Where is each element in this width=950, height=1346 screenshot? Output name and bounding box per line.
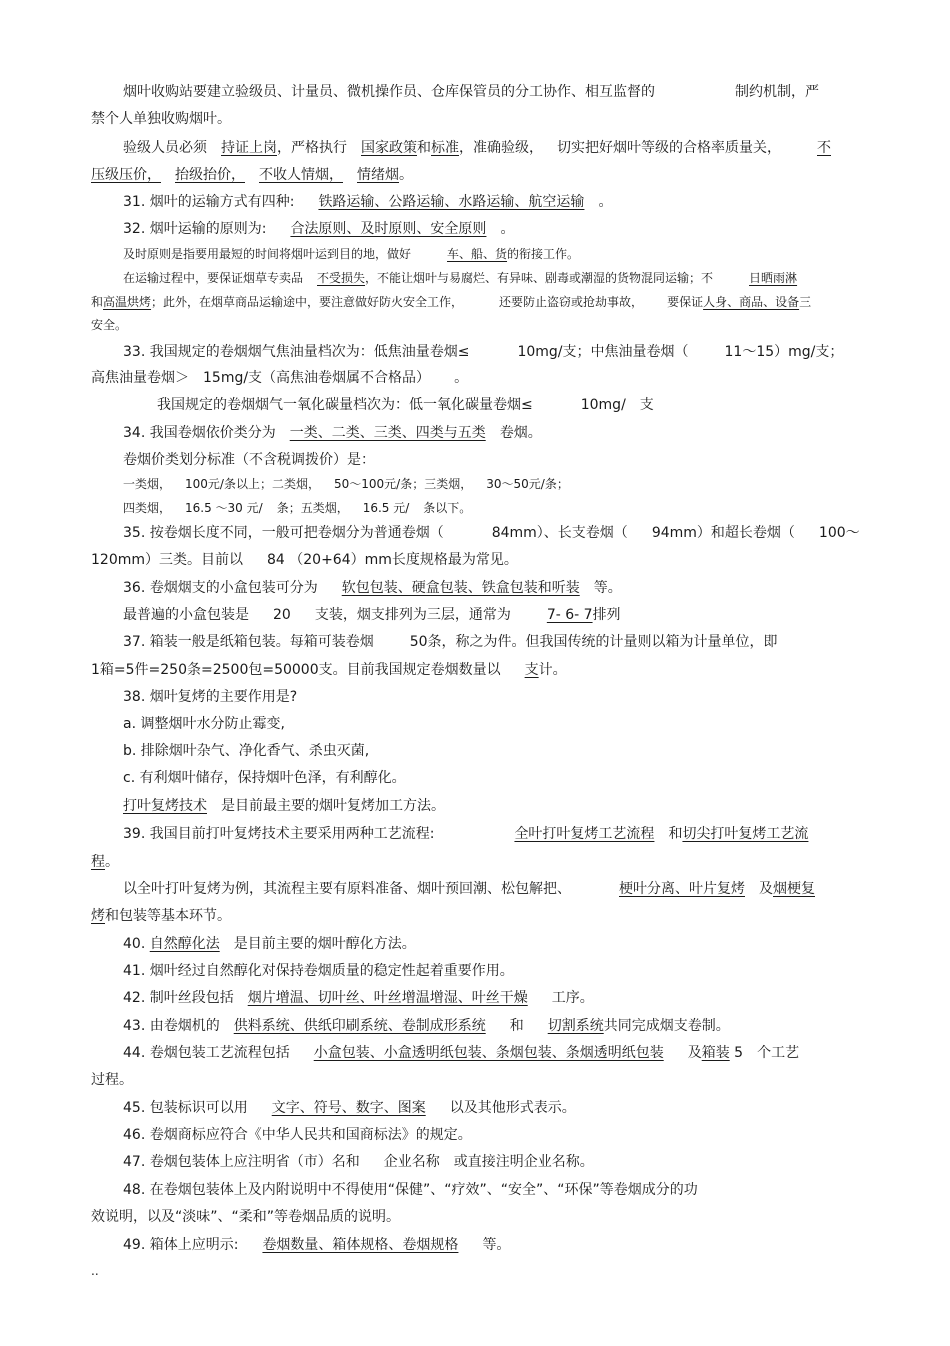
text: 以及其他形式表示。 [449,1100,576,1116]
footer-dots: .. [91,1264,99,1278]
text: 和 [509,1018,524,1034]
text: 烟叶复烤的主要作用是? [149,689,298,705]
answer-blank: 支 [524,662,539,678]
question-37 [123,633,778,651]
text: ，不能让烟叶与易腐烂、有异味、剧毒或潮湿的货物混同运输；不 [365,271,714,285]
text: 在卷烟包装体上及内附说明中不得使用“保健”、“疗效”、“安全”、“环保”等卷烟成分的功 [149,1182,698,1198]
question-number: 47. [123,1154,146,1170]
question-39 [123,825,808,843]
text: 10mg/支；中焦油量卷烟（ [517,344,689,360]
text: 卷烟烟支的小盒包装可分为 [149,580,318,596]
text: 切实把好烟叶等级的合格率质量关， [557,140,781,156]
text: ，准确验级， [459,140,543,156]
question-number: 49. [123,1237,146,1253]
q35-line-2 [91,551,518,569]
text: 和 [668,826,683,842]
question-32 [123,220,514,238]
text: 制叶丝段包括 [149,990,234,1006]
question-number: 34. [123,425,146,441]
text: 安全。 [91,318,128,332]
q38-item-c [123,769,406,787]
answer-blank: 切尖打叶复烤工艺流 [682,826,809,842]
text: 制约机制，严 [735,84,819,100]
text: 94mm）和超长卷烟（ [651,525,795,541]
q36-line-2 [123,606,621,624]
answer-blank: 合法原则、及时原则、安全原则 [290,221,487,237]
text: 20 [273,607,291,623]
answer-blank: 高温烘烤 [103,295,152,309]
text: 我国目前打叶复烤技术主要采用两种工艺流程: [149,826,435,842]
question-49 [123,1236,510,1254]
text: 。 [105,854,119,870]
text: 计。 [538,662,567,678]
text: 要保证 [667,295,704,309]
answer-blank: 压级压价， [91,167,161,183]
text: 在运输过程中，要保证烟草专卖品 [123,271,304,285]
answer-blank: 程 [91,854,105,870]
q39-line-3 [123,880,815,898]
text: 16.5 元/ [362,501,410,515]
text: 箱体上应明示: [149,1237,239,1253]
question-number: 37. [123,634,146,650]
text: 和 [91,295,104,309]
answer-blank: 人身、商品、设备 [703,295,800,309]
text: 及 [759,881,773,897]
answer-blank: 不 [817,140,831,156]
question-44 [123,1044,799,1062]
q32-sub-2 [123,269,797,287]
answer-blank: 全叶打叶复烤工艺流程 [514,826,655,842]
text: 条以下。 [423,501,472,515]
question-number: 39. [123,826,146,842]
text: 卷烟包装体上应注明省（市）名和 [149,1154,360,1170]
q32-sub-1 [123,245,579,263]
text: 120mm）三类。目前以 [91,552,243,568]
answer-blank: 自然醇化法 [149,936,220,952]
text: 和包装等基本环节。 [105,908,231,924]
question-number: 38. [123,689,146,705]
text: 排列 [592,607,621,623]
text: 。 [454,370,469,386]
answer-blank: 烟片增温、切叶丝、叶丝增温增湿、叶丝干燥 [247,990,528,1006]
question-number: 35. [123,525,146,541]
question-40 [123,935,416,953]
answer-blank: 箱装 [701,1045,730,1061]
text: 100元/ [185,477,224,491]
text: 50条，称之为件。但我国传统的计量则以箱为计量单位，即 [409,634,778,650]
q44-line-2 [91,1071,133,1089]
text: 及时原则是指要用最短的时间将烟叶运到目的地，做好 [123,247,412,261]
text: 三 [799,295,812,309]
text: 。 [500,221,515,237]
text: 的衔接工作。 [507,247,580,261]
question-42 [123,989,594,1007]
text: 条；三类烟， [400,477,473,491]
answer-blank: 小盒包装、小盒透明纸包装、条烟包装、条烟透明纸包装 [313,1045,664,1061]
q38-line-5 [123,797,445,815]
answer-blank: 7- 6- 7 [546,607,593,623]
question-number: 46. [123,1127,146,1143]
text: 烟叶运输的原则为: [149,221,267,237]
text: 烟叶收购站要建立验级员、计量员、微机操作员、仓库保管员的分工协作、相互监督的 [123,84,655,100]
question-48 [123,1181,698,1199]
question-41 [123,962,514,980]
question-number: 33. [123,344,146,360]
text: 16.5 ～30 元/ [185,501,263,515]
answer-blank: 抬级抬价， [175,167,245,183]
answer-blank: 不受损失 [317,271,366,285]
text: 等。 [482,1237,511,1253]
question-number: 42. [123,990,146,1006]
answer-blank: 不收人情烟， [259,167,343,183]
answer-blank: 梗叶分离、叶片复烤 [619,881,745,897]
text: 支 [639,397,654,413]
answer-blank: 标准 [431,140,459,156]
text: 1箱=5件=250条=2500包=50000支。目前我国规定卷烟数量以 [91,662,501,678]
answer-blank: 国家政策 [361,140,417,156]
text: 卷烟商标应符合《中华人民共和国商标法》的规定。 [149,1127,472,1143]
q33-line-2 [91,369,468,387]
question-number: 32. [123,221,146,237]
text: 过程。 [91,1072,133,1088]
answer-blank: 铁路运输、公路运输、水路运输、航空运输 [318,194,585,210]
text: 或直接注明企业名称。 [453,1154,594,1170]
text: 还要防止盗窃或抢劫事故， [499,295,644,309]
text: 卷烟价类划分标准（不含税调拨价）是： [123,452,375,468]
text: 箱装一般是纸箱包装。每箱可装卷烟 [149,634,374,650]
question-number: 43. [123,1018,146,1034]
answer-blank: 切割系统 [547,1018,604,1034]
intro-line-4 [91,166,413,184]
q39-line-4 [91,907,231,925]
answer-blank: 软包包装、硬盒包装、铁盒包装和听装 [341,580,580,596]
text: 。 [399,167,413,183]
q32-sub-3 [91,293,811,311]
text: 84 （20+64）mm长度规格最为常见。 [267,552,518,568]
question-38 [123,688,297,706]
text: 共同完成烟支卷制。 [603,1018,730,1034]
question-46 [123,1126,472,1144]
answer-blank: 文字、符号、数字、图案 [271,1100,426,1116]
text: 卷烟包装工艺流程包括 [149,1045,290,1061]
question-34 [123,424,542,442]
text: 我国规定的卷烟烟气一氧化碳量档次为：低一氧化碳量卷烟≤ [157,397,533,413]
q32-sub-4 [91,316,127,334]
text: ；此外，在烟草商品运输途中，要注意做好防火安全工作， [151,295,464,309]
question-number: 31. [123,194,146,210]
question-number: 44. [123,1045,146,1061]
answer-blank: 打叶复烤技术 [123,798,207,814]
text: 包装标识可以用 [149,1100,248,1116]
intro-line-2 [91,110,231,128]
q38-item-b [123,742,369,760]
text: 个工艺 [757,1045,800,1061]
text: 我国规定的卷烟烟气焦油量档次为：低焦油量卷烟≤ [149,344,470,360]
text: 工序。 [551,990,594,1006]
text: 条以上；二类烟， [223,477,320,491]
text: 11～15）mg/支； [724,344,844,360]
text: 高焦油量卷烟＞ [91,370,189,386]
answer-blank: 一类、二类、三类、四类与五类 [289,425,486,441]
question-number: 48. [123,1182,146,1198]
text: c. 有利烟叶储存，保持烟叶色泽，有利醇化。 [123,770,406,786]
text: 烟叶的运输方式有四种: [149,194,295,210]
text: 15mg/支（高焦油卷烟属不合格品） [203,370,431,386]
text: 等。 [593,580,622,596]
answer-blank: 情绪烟 [357,167,399,183]
text: a. 调整烟叶水分防止霉变, [123,716,285,732]
text: 10mg/ [580,397,626,413]
text: b. 排除烟叶杂气、净化香气、杀虫灭菌, [123,743,370,759]
q34-line-2 [123,451,375,469]
text: 最普遍的小盒包装是 [123,607,249,623]
q37-line-2 [91,661,567,679]
q34-line-3 [123,475,569,493]
question-45 [123,1099,576,1117]
text: 。 [598,194,613,210]
q38-item-a [123,715,285,733]
text: 企业名称 [383,1154,440,1170]
text: 卷烟。 [499,425,542,441]
text: ，严格执行 [277,140,347,156]
question-36 [123,579,622,597]
text: 条； [544,477,569,491]
text: 由卷烟机的 [149,1018,220,1034]
question-43 [123,1017,730,1035]
q33-line-3 [157,396,654,414]
text: 30～50元/ [486,477,545,491]
text: 一类烟， [123,477,172,491]
text: 四类烟， [123,501,172,515]
intro-line-3 [123,139,831,157]
text: 5 [734,1045,744,1061]
intro-line-1 [123,83,819,101]
text: 和 [417,140,431,156]
text: 条；五类烟， [276,501,349,515]
answer-blank: 日晒雨淋 [749,271,798,285]
text: 50～100元/ [333,477,401,491]
text: 及 [687,1045,702,1061]
text: 验级人员必须 [123,140,207,156]
question-number: 40. [123,936,146,952]
question-35 [123,524,860,542]
question-31 [123,193,612,211]
q48-line-2 [91,1208,400,1226]
text: 烟叶经过自然醇化对保持卷烟质量的稳定性起着重要作用。 [149,963,514,979]
answer-blank: 车、船、货 [447,247,508,261]
answer-blank: 供料系统、供纸印刷系统、卷制成形系统 [233,1018,486,1034]
q34-line-4 [123,499,471,517]
text: 以全叶打叶复烤为例，其流程主要有原料准备、烟叶预回潮、松包解把、 [123,881,571,897]
answer-blank: 持证上岗 [221,140,277,156]
answer-blank: 烤 [91,908,105,924]
text: 是目前最主要的烟叶复烤加工方法。 [221,798,445,814]
text: 84mm）、长支卷烟（ [491,525,628,541]
question-number: 41. [123,963,146,979]
answer-blank: 烟梗复 [773,881,815,897]
text: 100～ [818,525,860,541]
text: 禁个人单独收购烟叶。 [91,111,231,127]
q39-line-2 [91,853,119,871]
answer-blank: 卷烟数量、箱体规格、卷烟规格 [262,1237,459,1253]
text: 我国卷烟依价类分为 [149,425,276,441]
question-number: 36. [123,580,146,596]
question-number: 45. [123,1100,146,1116]
text: 效说明，以及“淡味”、“柔和”等卷烟品质的说明。 [91,1209,401,1225]
question-47 [123,1153,594,1171]
question-33 [123,343,843,361]
text: 支装，烟支排列为三层，通常为 [314,607,511,623]
text: 按卷烟长度不同，一般可把卷烟分为普通卷烟（ [149,525,444,541]
text: 是目前主要的烟叶醇化方法。 [233,936,416,952]
